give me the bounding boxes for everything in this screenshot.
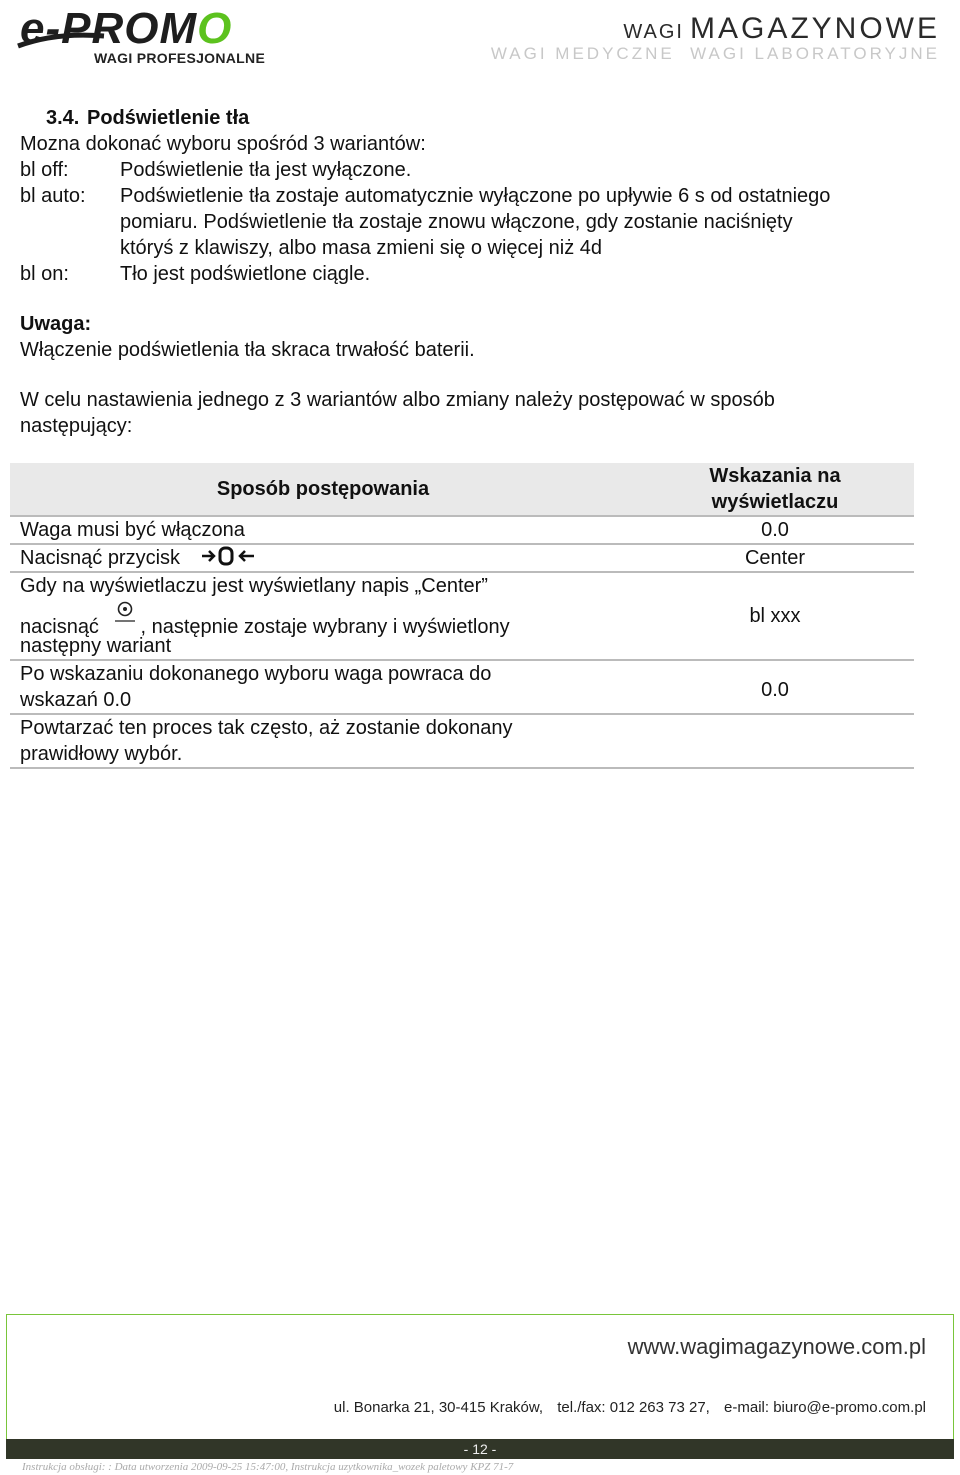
table-header-row [10, 463, 914, 516]
display-cell: 0.0 [636, 660, 914, 714]
page-number: - 12 - [463, 1441, 497, 1457]
footer-address: ul. Bonarka 21, 30-415 Kraków, [333, 1399, 544, 1416]
display-cell: Center [636, 544, 914, 572]
target-key-icon [113, 599, 141, 627]
col-header-display-line1: Wskazania na [709, 465, 841, 487]
zero-key-icon [200, 546, 256, 566]
display-cell: bl xxx [636, 572, 914, 660]
option-desc-off: Podświetlenie tła jest wyłączone. [120, 159, 412, 181]
table-row [10, 516, 914, 544]
display-cell [636, 714, 914, 768]
option-desc-auto-1: Podświetlenie tła zostaje automatycznie wyłączone po upływie 6 s od ostatniego [120, 185, 831, 207]
header-right [491, 12, 940, 64]
footer-phone: tel./fax: 012 263 73 27, [557, 1399, 710, 1416]
step-line: następny wariant [20, 635, 172, 657]
table-row [10, 660, 914, 714]
col-header-display [636, 463, 914, 516]
table-row [10, 714, 914, 768]
step-text: Nacisnąć przycisk [20, 547, 181, 569]
option-desc-auto-3: któryś z klawiszy, albo masa zmieni się o więcej niż 4d [120, 237, 603, 259]
step-text: nacisnąć [20, 616, 99, 638]
section-number: 3.4. [46, 107, 80, 129]
step-cell [10, 572, 636, 660]
step-line: Po wskazaniu dokonanego wyboru waga powraca do [20, 663, 492, 685]
option-desc-on: Tło jest podświetlone ciągle. [120, 263, 371, 285]
header-wagi: WAGI [623, 21, 684, 43]
section-title: Podświetlenie tła [87, 107, 250, 129]
option-key-auto: bl auto: [20, 185, 86, 207]
step-line: prawidłowy wybór. [20, 743, 183, 765]
footer-contact [334, 1399, 926, 1416]
option-key-on: bl on: [20, 263, 69, 285]
col-header-procedure: Sposób postępowania [10, 463, 636, 516]
logo-subtitle: WAGI PROFESJONALNE [94, 50, 266, 66]
logo-text: e-PROMO [20, 4, 233, 53]
step-cell [10, 544, 636, 572]
footer-url[interactable]: www.wagimagazynowe.com.pl [627, 1334, 926, 1359]
step-line: wskazań 0.0 [20, 689, 132, 711]
footer-email[interactable]: e-mail: biuro@e-promo.com.pl [724, 1399, 926, 1416]
instruction-line-2: następujący: [20, 415, 133, 437]
document-info: Instrukcja obsługi: : Data utworzenia 2009-09-25 15:47:00, Instrukcja uzytkownika_wozek paletowy KPZ 71-7 [22, 1461, 514, 1473]
note-text: Włączenie podświetlenia tła skraca trwałość baterii. [20, 339, 475, 361]
display-cell: 0.0 [636, 516, 914, 544]
header-line2: WAGI MEDYCZNE WAGI LABORATORYJNE [490, 44, 940, 63]
step-cell [10, 660, 636, 714]
header-magazynowe: MAGAZYNOWE [689, 12, 940, 45]
option-key-off: bl off: [20, 159, 69, 181]
step-line: Powtarzać ten proces tak często, aż zostanie dokonany [20, 717, 513, 739]
step-cell: Waga musi być włączona [10, 516, 636, 544]
note-label: Uwaga: [20, 313, 92, 335]
col-header-display-line2: wyświetlaczu [711, 491, 839, 513]
option-desc-auto-2: pomiaru. Podświetlenie tła zostaje znowu włączone, gdy zostanie naciśnięty [120, 211, 793, 233]
table-row [10, 544, 914, 572]
company-logo [20, 4, 320, 68]
footer-frame [6, 1314, 954, 1440]
procedure-table [10, 463, 914, 769]
instruction-line-1: W celu nastawienia jednego z 3 wariantów albo zmiany należy postępować w sposób [20, 389, 775, 411]
step-line: Gdy na wyświetlaczu jest wyświetlany napis „Center” [20, 575, 488, 597]
step-text: , następnie zostaje wybrany i wyświetlony [140, 616, 510, 638]
table-row [10, 572, 914, 660]
intro-text: Mozna dokonać wyboru spośród 3 wariantów: [20, 133, 426, 155]
step-cell [10, 714, 636, 768]
